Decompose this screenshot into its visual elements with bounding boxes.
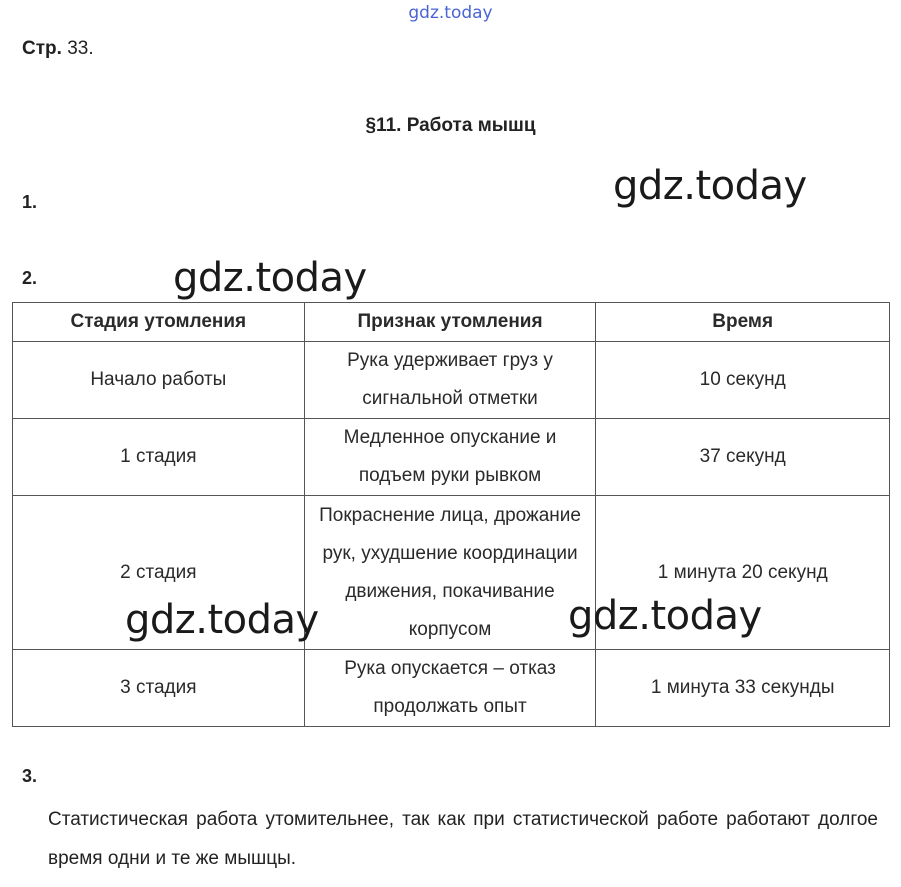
header-time: Время xyxy=(596,303,890,342)
page-ref-number: 33. xyxy=(67,38,94,59)
cell-stage: 2 стадия xyxy=(13,496,305,650)
header-stage: Стадия утомления xyxy=(13,303,305,342)
question-2-number: 2. xyxy=(22,268,38,288)
table-row xyxy=(13,419,890,496)
question-3-number: 3. xyxy=(22,766,38,786)
question-1-number: 1. xyxy=(22,192,38,212)
cell-stage: 1 стадия xyxy=(13,419,305,496)
watermark: gdz.today xyxy=(613,163,807,209)
table-header-row xyxy=(13,303,890,342)
table-row xyxy=(13,650,890,727)
watermark: gdz.today xyxy=(125,597,319,643)
table-row xyxy=(13,342,890,419)
page-ref-label: Стр. xyxy=(22,38,62,59)
watermark: gdz.today xyxy=(173,255,367,301)
watermark: gdz.today xyxy=(568,593,762,639)
cell-stage: Начало работы xyxy=(13,342,305,419)
cell-time: 10 секунд xyxy=(596,342,890,419)
page-reference xyxy=(22,38,94,60)
cell-sign: Рука опускается – отказ продолжать опыт xyxy=(304,650,596,727)
answer-3-text: Статистическая работа утомительнее, так как при статистической работе работают долгое время одни и те же мышцы. xyxy=(48,809,878,869)
cell-time: 1 минута 33 секунды xyxy=(596,650,890,727)
cell-sign: Рука удерживает груз у сигнальной отметки xyxy=(304,342,596,419)
cell-sign: Покраснение лица, дрожание рук, ухудшение координации движения, покачивание корпусом xyxy=(304,496,596,650)
cell-stage: 3 стадия xyxy=(13,650,305,727)
section-heading: §11. Работа мышц xyxy=(365,115,536,136)
fatigue-table xyxy=(12,302,890,727)
cell-time: 1 минута 20 секунд xyxy=(596,496,890,650)
watermark-top: gdz.today xyxy=(408,3,493,23)
cell-sign: Медленное опускание и подъем руки рывком xyxy=(304,419,596,496)
cell-time: 37 секунд xyxy=(596,419,890,496)
header-sign: Признак утомления xyxy=(304,303,596,342)
